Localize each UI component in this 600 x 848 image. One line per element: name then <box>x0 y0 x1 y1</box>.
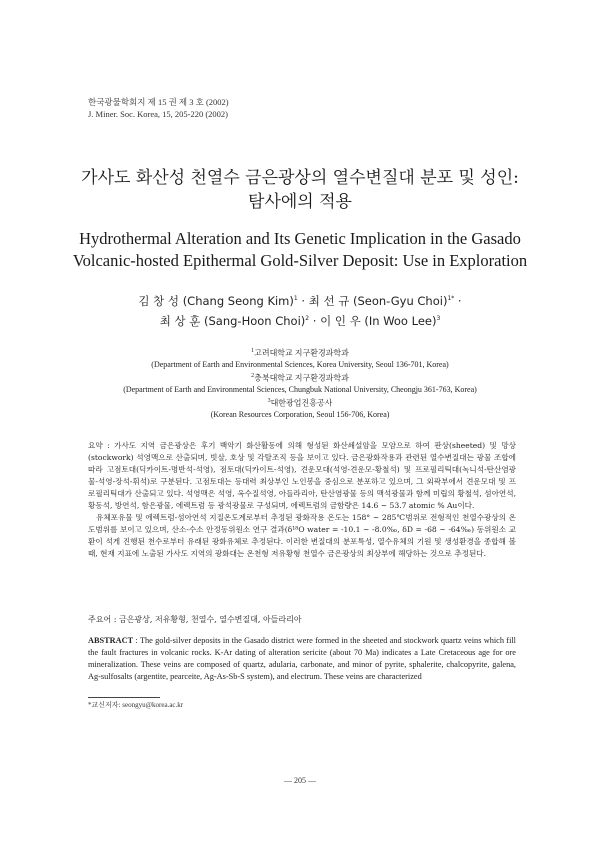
korean-keywords: 주요어 : 금은광상, 저유황형, 천열수, 열수변질대, 아들라리아 <box>88 615 302 624</box>
page-number: — 205 — <box>284 776 316 785</box>
author-choi-seon-gyu-affil: 1* <box>447 295 455 302</box>
footnote-divider <box>88 697 160 698</box>
journal-citation <box>88 96 229 120</box>
affiliation-1-english: (Department of Earth and Environmental Sciences, Korea University, Seoul 136-701, Korea) <box>151 360 449 370</box>
affiliations <box>60 346 540 421</box>
author-separator: · <box>454 293 462 308</box>
affiliation-3-korean <box>60 396 540 409</box>
affiliation-3-marker: 3 <box>267 397 271 404</box>
korean-title <box>60 166 540 214</box>
abstract-label: ABSTRACT <box>88 636 134 645</box>
english-abstract-text: : The gold-silver deposits in the Gasado district were formed in the sheeted and stockwork quartz veins which fill the fault fractures in volcanic rocks. K-Ar dating of alteration sericite (about 70 Ma) indicates a Late Cretaceous age for ore mineralization. These veins are composed of quartz, adularia, carbonate, and minor of pyrite, sphalerite, chalcopyrite, galena, Ag-sulfosalts (argentite, pearceite, Ag-As-Sb-S system), and electrum. These veins are characterized <box>88 636 516 682</box>
author-choi-sang-hoon-affil: 2 <box>305 314 310 322</box>
corresponding-author-footnote: *교신저자: seongyu@korea.ac.kr <box>88 701 184 709</box>
affiliation-3-english: (Korean Resources Corporation, Seoul 156-706, Korea) <box>210 409 390 419</box>
author-choi-sang-hoon: 최 상 훈 (Sang-Hoon Choi) <box>159 313 306 328</box>
affiliation-2-english: (Department of Earth and Environmental Sciences, Chungbuk National University, Cheongju 361-763, Korea) <box>123 385 477 395</box>
affiliation-1-kor-text: 고려대학교 지구환경과학과 <box>254 348 349 358</box>
affiliation-2-korean <box>60 371 540 384</box>
korean-abstract-paragraph-1: 요약 : 가사도 지역 금은광상은 후기 백악기 화산활동에 의해 형성된 화산쇄설암을 모암으로 하여 판상(sheeted) 및 망상(stockwork) 석영맥으로 산출되며, 빗살, 호상 및 각탈조직 등을 보이고 있다. 금은광화작용과 관련된 열수변질대는 광물 조합에 따라 고점토대(딕카이트-명반석-석영), 점토대(딕카이트-석영), 견운모대(석영-견운모-황철석) 및 프로필리틱대(녹니석-탄산염광물-석영-장석-휘석)로 구분된다. 고점토대는 등대력 최상부인 노인봉을 중심으로 분포하고 있으며, 그 외곽부에서 견운모대 및 프로필리틱대가 산출되고 있다. 석영맥은 석영, 옥수질석영, 아들라리아, 탄산염광물 등의 맥석광물과 함께 미립의 황철석, 섬아연석, 황동석, 방연석, 함은광물, 에렉트럼 등 광석광물로 구성되며, 에렉트럼의 금함량은 14.6 ~ 53.7 atomic % Au이다. <box>88 441 516 510</box>
korean-abstract <box>88 440 516 560</box>
english-title <box>40 228 560 272</box>
author-lee: 이 인 우 (In Woo Lee) <box>320 313 437 328</box>
author-separator: · <box>309 313 321 328</box>
affiliation-1-marker: 1 <box>251 348 255 354</box>
author-choi-seon-gyu: 최 선 규 (Seon-Gyu Choi) <box>308 293 448 308</box>
affiliation-2-kor-text: 충북대학교 지구환경과학과 <box>254 373 349 383</box>
korean-abstract-paragraph-2: 유체포유물 및 에렉트럼-섬아연석 지질온도계로부터 추정된 광화작용 온도는 158° ~ 285℃범위로 전형적인 천열수광상의 온도범위를 보이고 있으며, 산소-수소 안정동위원소 연구 결과(δ¹⁸O water = -10.1 ~ -8.0‰, δD = -68 ~ -64‰) 동위원소 교환이 석게 진행된 천수로부터 유래된 광화유체로 추정된다. 이러한 변질대의 분포특성, 열수유체의 기원 및 생성환경을 종합해 볼 때, 현재 지표에 노출된 가사도 지역의 광화대는 온천형 저유황형 천열수 금은광상의 최상부에 해당하는 것으로 추정된다. <box>88 513 516 558</box>
english-title-line-2: Volcanic-hosted Epithermal Gold-Silver Deposit: Use in Exploration <box>72 251 528 270</box>
affiliation-1-korean <box>60 346 540 359</box>
korean-title-line-1: 가사도 화산성 천열수 금은광상의 열수변질대 분포 및 성인: <box>81 168 519 188</box>
author-line-1 <box>60 290 540 310</box>
journal-citation-english: J. Miner. Soc. Korea, 15, 205-220 (2002) <box>88 109 228 119</box>
author-line-2 <box>60 310 540 330</box>
affiliation-3-kor-text: 대한광업진흥공사 <box>270 398 333 408</box>
author-kim: 김 창 성 (Chang Seong Kim) <box>138 293 294 308</box>
author-lee-affil: 3 <box>436 314 441 322</box>
english-title-line-1: Hydrothermal Alteration and Its Genetic Implication in the Gasado <box>79 229 521 248</box>
author-list <box>60 290 540 330</box>
english-abstract <box>88 635 516 683</box>
journal-citation-korean: 한국광물학회지 제 15 권 제 3 호 (2002) <box>88 97 229 107</box>
author-kim-affil: 1 <box>293 295 298 302</box>
author-separator: · <box>297 293 309 308</box>
korean-title-line-2: 탐사에의 적용 <box>248 192 352 212</box>
affiliation-2-marker: 2 <box>251 372 255 379</box>
